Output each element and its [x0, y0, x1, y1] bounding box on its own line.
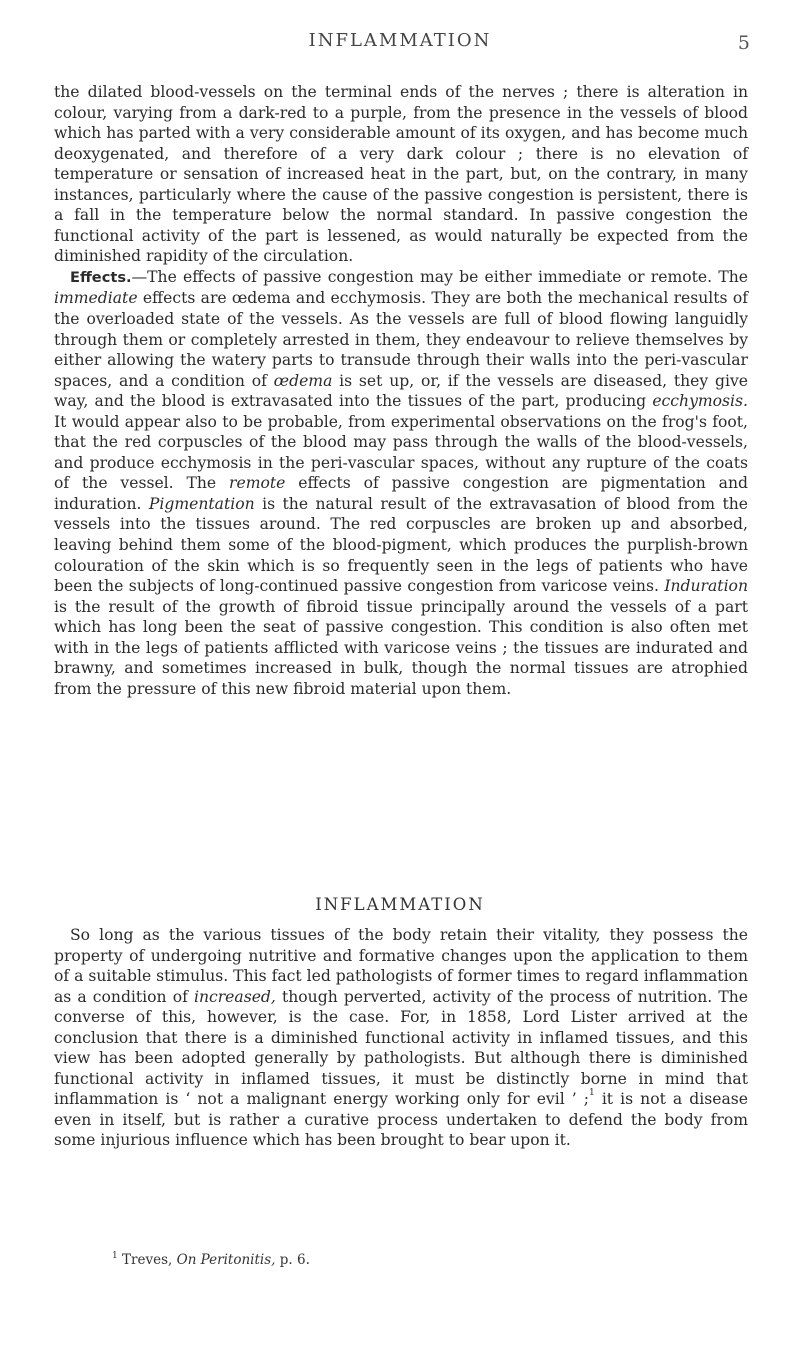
emphasis-pigmentation: Pigmentation — [148, 494, 255, 513]
emphasis-immediate: immediate — [54, 289, 138, 308]
emphasis-increased: increased, — [193, 987, 276, 1006]
emphasis-remote: remote — [229, 474, 286, 493]
effects-heading: Effects. — [70, 268, 132, 286]
footnote-work: On Peritonitis, — [176, 1252, 276, 1268]
effects-text: effects of passive congestion are pigmentation and induration. — [54, 474, 748, 513]
emphasis-ecchymosis: ecchymosis. — [652, 392, 748, 411]
inflammation-text — [54, 925, 748, 1151]
running-head: INFLAMMATION — [308, 30, 492, 51]
effects-text: is the natural result of the extravasation of blood from the vessels into the tissues around. The red corpuscles are broken up and absorbed, leaving behind them some of the blood-pigment, which produces the purplish-brown colouration of the skin which is so frequently seen in the legs of patients who have been the subjects of long-continued passive congestion from varicose veins. — [54, 494, 749, 596]
inflammation-text-part: So long as the various tissues of the body retain their vitality, they possess the property of undergoing nutritive and formative changes upon the application to them of a suitable stimulus. This fact led pathologists of former times to regard inflammation as a condition of — [54, 926, 748, 1006]
effects-text: It would appear also to be probable, from experimental observations on the frog's foot, that the red corpuscles of the blood may pass through the walls of the blood-vessels, and produce ecchymosis in the peri-vascular spaces, without any rupture of the coats of the vessel. The — [54, 412, 748, 493]
footnote-marker: 1 — [112, 1251, 118, 1261]
effects-text: effects are œdema and ecchymosis. They are both the mechanical results of the overloaded state of the vessels. As the vessels are full of blood flowing languidly through them or completely arrested in them, they endeavour to relieve themselves by either allowing the watery parts to transude through their walls into the peri-vascular spaces, and a condition of — [54, 289, 748, 390]
emphasis-oedema: œdema — [273, 371, 333, 390]
inflammation-text-part: though perverted, activity of the process of nutrition. The converse of this, however, is the case. For, in 1858, Lord Lister arrived at the conclusion that there is a diminished functional activity in inflamed tissues, and this view has been adopted generally by pathologists. But although there is diminished functional activity in inflamed tissues, it must be distinctly borne in mind that inflammation is ‘ not a malignant energy working only for evil ’ ; — [54, 987, 748, 1109]
footnote — [112, 1252, 310, 1268]
effects-text: is set up, or, if the vessels are diseased, they give way, and the blood is extravasated into the tissues of the part, producing — [54, 371, 748, 411]
footnote-reference[interactable]: 1 — [589, 1088, 595, 1099]
paragraph-inflammation — [54, 925, 748, 1151]
effects-text: —The effects of passive congestion may be either immediate or remote. The — [131, 267, 748, 286]
section-heading: INFLAMMATION — [315, 895, 485, 914]
continuation-text: the dilated blood-vessels on the terminal ends of the nerves ; there is alteration in colour, varying from a dark-red to a purple, from the presence in the vessels of blood which has parted with a very considerable amount of its oxygen, and has become much deoxygenated, and therefore of a very dark colour ; there is no elevation of temperature or sensation of increased heat in the part, but, on the contrary, in many instances, particularly where the cause of the passive congestion is persistent, there is a fall in the temperature below the normal standard. In passive congestion the functional activity of the part is lessened, as would naturally be expected from the diminished rapidity of the circulation. — [54, 83, 748, 266]
footnote-author: Treves, — [122, 1252, 173, 1268]
footnote-locator: p. 6. — [279, 1252, 310, 1268]
paragraph-continuation — [54, 82, 748, 267]
inflammation-text-part: it is not a disease even in itself, but is rather a curative process undertaken to defend the body from some injurious influence which has been brought to bear upon it. — [54, 1090, 749, 1150]
passive-congestion-text — [54, 82, 748, 699]
emphasis-induration: Induration — [664, 577, 748, 596]
effects-text: is the result of the growth of fibroid tissue principally around the vessels of a part which has long been the seat of passive congestion. This condition is also often met with in the legs of patients afflicted with varicose veins ; the tissues are indurated and brawny, and sometimes increased in bulk, though the normal tissues are atrophied from the pressure of this new fibroid material upon them. — [54, 597, 748, 698]
page-number: 5 — [737, 32, 750, 54]
paragraph-effects — [54, 267, 748, 699]
